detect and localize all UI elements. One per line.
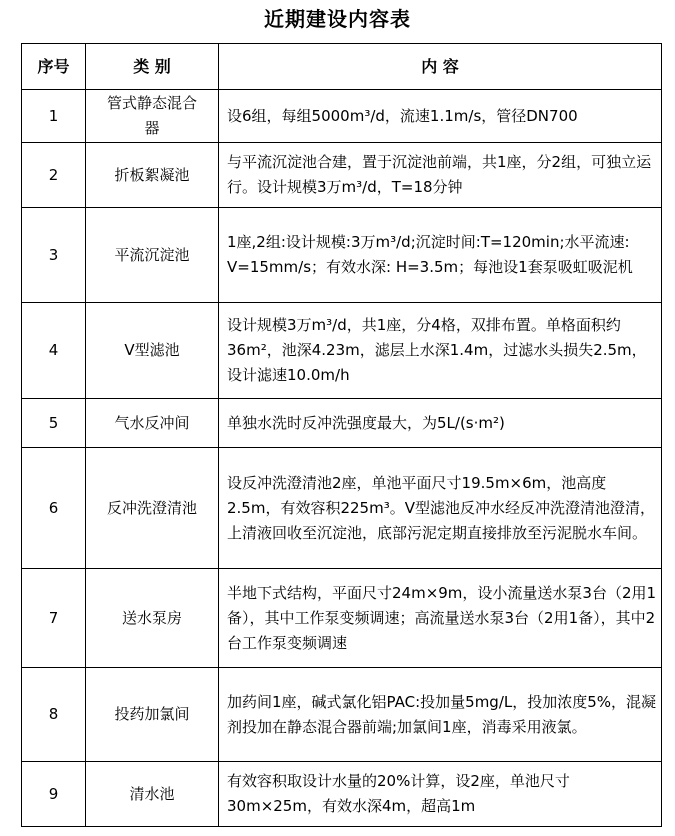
row-content: 与平流沉淀池合建，置于沉淀池前端，共1座，分2组，可独立运行。设计规模3万m³/d，T=18分钟 <box>219 143 662 208</box>
row-category: 管式静态混合器 <box>86 90 219 143</box>
header-content: 内 容 <box>219 44 662 90</box>
table-row <box>22 303 662 399</box>
row-no: 6 <box>22 448 86 569</box>
row-category: 反冲洗澄清池 <box>86 448 219 569</box>
table-row <box>22 448 662 569</box>
row-no: 5 <box>22 399 86 448</box>
construction-content-table <box>21 43 662 827</box>
row-content: 设反冲洗澄清池2座，单池平面尺寸19.5m×6m，池高度2.5m，有效容积225m³。V型滤池反冲水经反冲洗澄清池澄清，上清液回收至沉淀池，底部污泥定期直接排放至污泥脱水车间。 <box>219 448 662 569</box>
row-content: 1座,2组:设计规模:3万m³/d;沉淀时间:T=120min;水平流速: V=15mm/s；有效水深: H=3.5m；每池设1套泵吸虹吸泥机 <box>219 208 662 303</box>
table-row <box>22 569 662 668</box>
row-content: 半地下式结构，平面尺寸24m×9m，设小流量送水泵3台（2用1备），其中工作泵变频调速；高流量送水泵3台（2用1备），其中2台工作泵变频调速 <box>219 569 662 668</box>
row-category: V型滤池 <box>86 303 219 399</box>
row-category: 折板絮凝池 <box>86 143 219 208</box>
table-header-row <box>22 44 662 90</box>
table-row <box>22 399 662 448</box>
row-category: 气水反冲间 <box>86 399 219 448</box>
header-category: 类 别 <box>86 44 219 90</box>
row-no: 7 <box>22 569 86 668</box>
table-row <box>22 762 662 827</box>
table-row <box>22 90 662 143</box>
row-content: 加药间1座，碱式氯化铝PAC:投加量5mg/L，投加浓度5%，混凝剂投加在静态混合器前端;加氯间1座，消毒采用液氯。 <box>219 668 662 762</box>
table-row <box>22 143 662 208</box>
row-category: 清水池 <box>86 762 219 827</box>
table-title: 近期建设内容表 <box>264 7 411 31</box>
row-no: 4 <box>22 303 86 399</box>
row-content: 有效容积取设计水量的20%计算，设2座，单池尺寸30m×25m，有效水深4m，超高1m <box>219 762 662 827</box>
row-no: 9 <box>22 762 86 827</box>
row-content: 单独水洗时反冲洗强度最大，为5L/(s·m²) <box>219 399 662 448</box>
row-content: 设6组，每组5000m³/d，流速1.1m/s，管径DN700 <box>219 90 662 143</box>
row-no: 2 <box>22 143 86 208</box>
row-category: 平流沉淀池 <box>86 208 219 303</box>
row-category: 投药加氯间 <box>86 668 219 762</box>
row-category: 送水泵房 <box>86 569 219 668</box>
table-row <box>22 208 662 303</box>
row-content: 设计规模3万m³/d，共1座，分4格，双排布置。单格面积约36m²，池深4.23m，滤层上水深1.4m，过滤水头损失2.5m，设计滤速10.0m/h <box>219 303 662 399</box>
row-no: 8 <box>22 668 86 762</box>
row-no: 3 <box>22 208 86 303</box>
header-no: 序号 <box>22 44 86 90</box>
row-no: 1 <box>22 90 86 143</box>
table-row <box>22 668 662 762</box>
